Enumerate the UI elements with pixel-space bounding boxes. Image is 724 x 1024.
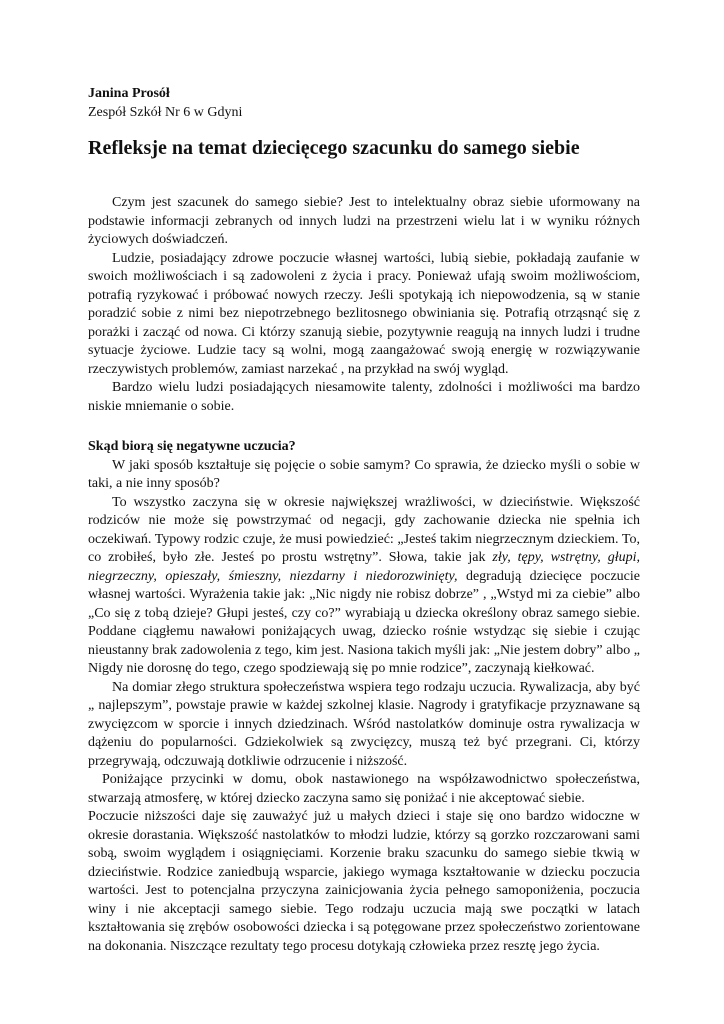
paragraph-question: W jaki sposób kształtuje się pojęcie o sobie samym? Co sprawia, że dziecko myśli o sobie w taki, a nie inny sposób? — [88, 457, 640, 491]
section-heading: Skąd biorą się negatywne uczucia? — [88, 439, 296, 454]
paragraph-people: Ludzie, posiadający zdrowe poczucie własnej wartości, lubią siebie, pokładają zaufanie w swoich możliwościach i są zadowoleni z życia i pracy. Ponieważ ufają swoim możliwościom, potrafią ryzykować i próbować nowych rzeczy. Jeśli spotykają ich niepowodzenia, są w stanie poradzić sobie z nimi bez niepotrzebnego bezlitosnego obwiniania się. Potrafią otrząsnąć się z porażki i zacząć od nowa. Ci którzy szanują siebie, pozytywnie reagują na innych ludzi i trudne sytuacje życiowe. Ludzie tacy są wolni, mogą zaangażować swoją energię w rozwiązywanie rzeczywistych problemów, zamiast narzekać , na przykład na swój wygląd. — [88, 250, 640, 377]
author-name: Janina Prosół — [88, 86, 170, 101]
article-body — [88, 194, 640, 956]
paragraph-talents: Bardzo wielu ludzi posiadających niesamowite talenty, zdolności i możliwości ma bardzo niskie mniemanie o sobie. — [88, 380, 640, 414]
paragraph-childhood-part-b: degradują dziecięce poczucie własnej wartości. Wyrażenia takie jak: „Nic nigdy nie robisz dobrze” , „Wstyd mi za ciebie” albo „Co się z tobą dzieje? Głupi jesteś, czy co?” wyrabiają u dziecka określony obraz samego siebie. Poddane ciągłemu nawałowi poniżających uwag, dziecko rośnie wstydząc się siebie i czując nieustanny brak zadowolenia z tego, kim jest. Nasiona takich myśli jak: „Nie jestem dobry” albo „ Nigdy nie dorosnę do tego, czego spodziewają się po mnie rodzice”, zaczynają kiełkować. — [88, 568, 640, 676]
paragraph-childhood-part-a: To wszystko zaczyna się w okresie największej wrażliwości, w dzieciństwie. Większość rodziców nie może się powstrzymać od negacji, gdy zachowanie dziecka nie spełnia ich oczekiwań. Typowy rodzic czuje, że musi powiedzieć: „Jesteś takim niegrzecznym dzieckiem. To, co zrobiłeś, było złe. Jesteś po prostu wstrętny”. Słowa, takie jak — [88, 494, 640, 565]
paragraph-home: Poniżające przycinki w domu, obok nastawionego na współzawodnictwo społeczeństwa, stwarzają atmosferę, w której dziecko zaczyna samo się poniżać i nie akceptować siebie. — [88, 772, 640, 806]
paragraph-society: Na domiar złego struktura społeczeństwa wspiera tego rodzaju uczucia. Rywalizacja, aby być „ najlepszym”, powstaje prawie w każdej szkolnej klasie. Nagrody i gratyfikacje przyznawane są zwycięzcom w sporcie i innych dziedzinach. Wśród nastolatków dominuje ostra rywalizacja w dążeniu do popularności. Gdziekolwiek są zwycięzcy, muszą też być przegrani. Ci, którzy przegrywają, odczuwają dotkliwie odrzucenie i niższość. — [88, 679, 640, 769]
paragraph-intro: Czym jest szacunek do samego siebie? Jest to intelektualny obraz siebie uformowany na podstawie informacji zebranych od innych ludzi na przestrzeni wielu lat i w wyniku różnych życiowych doświadczeń. — [88, 195, 640, 247]
paragraph-childhood-emphasis: zły, tępy, wstrętny, głupi, niegrzeczny, opieszały, śmieszny, niezdarny i niedorozwinięty, — [88, 550, 640, 584]
paragraph-inferiority: Poczucie niższości daje się zauważyć już u małych dzieci i staje się ono bardzo widoczne w okresie dorastania. Większość nastolatków to młodzi ludzie, którzy są gorzko rozczarowani sami sobą, swoim wyglądem i osiągnięciami. Korzenie braku szacunku do samego siebie tkwią w dzieciństwie. Rodzice zaniedbują wsparcie, jakiego wymaga kształtowanie w dziecku poczucia wartości. Jest to potencjalna przyczyna zainicjowania życia pełnego samoponiżenia, poczucia winy i nie akceptacji samego siebie. Tego rodzaju uczucia mają swe początki w latach kształtowania się zrębów osobowości dziecka i są potęgowane przez społeczeństwo zorientowane na dokonania. Niszczące rezultaty tego procesu dotykają człowieka przez resztę jego życia. — [88, 809, 640, 954]
school-name: Zespół Szkół Nr 6 w Gdyni — [88, 105, 243, 120]
paragraph-childhood — [88, 494, 640, 679]
page-title: Refleksje na temat dziecięcego szacunku do samego siebie — [88, 137, 580, 159]
